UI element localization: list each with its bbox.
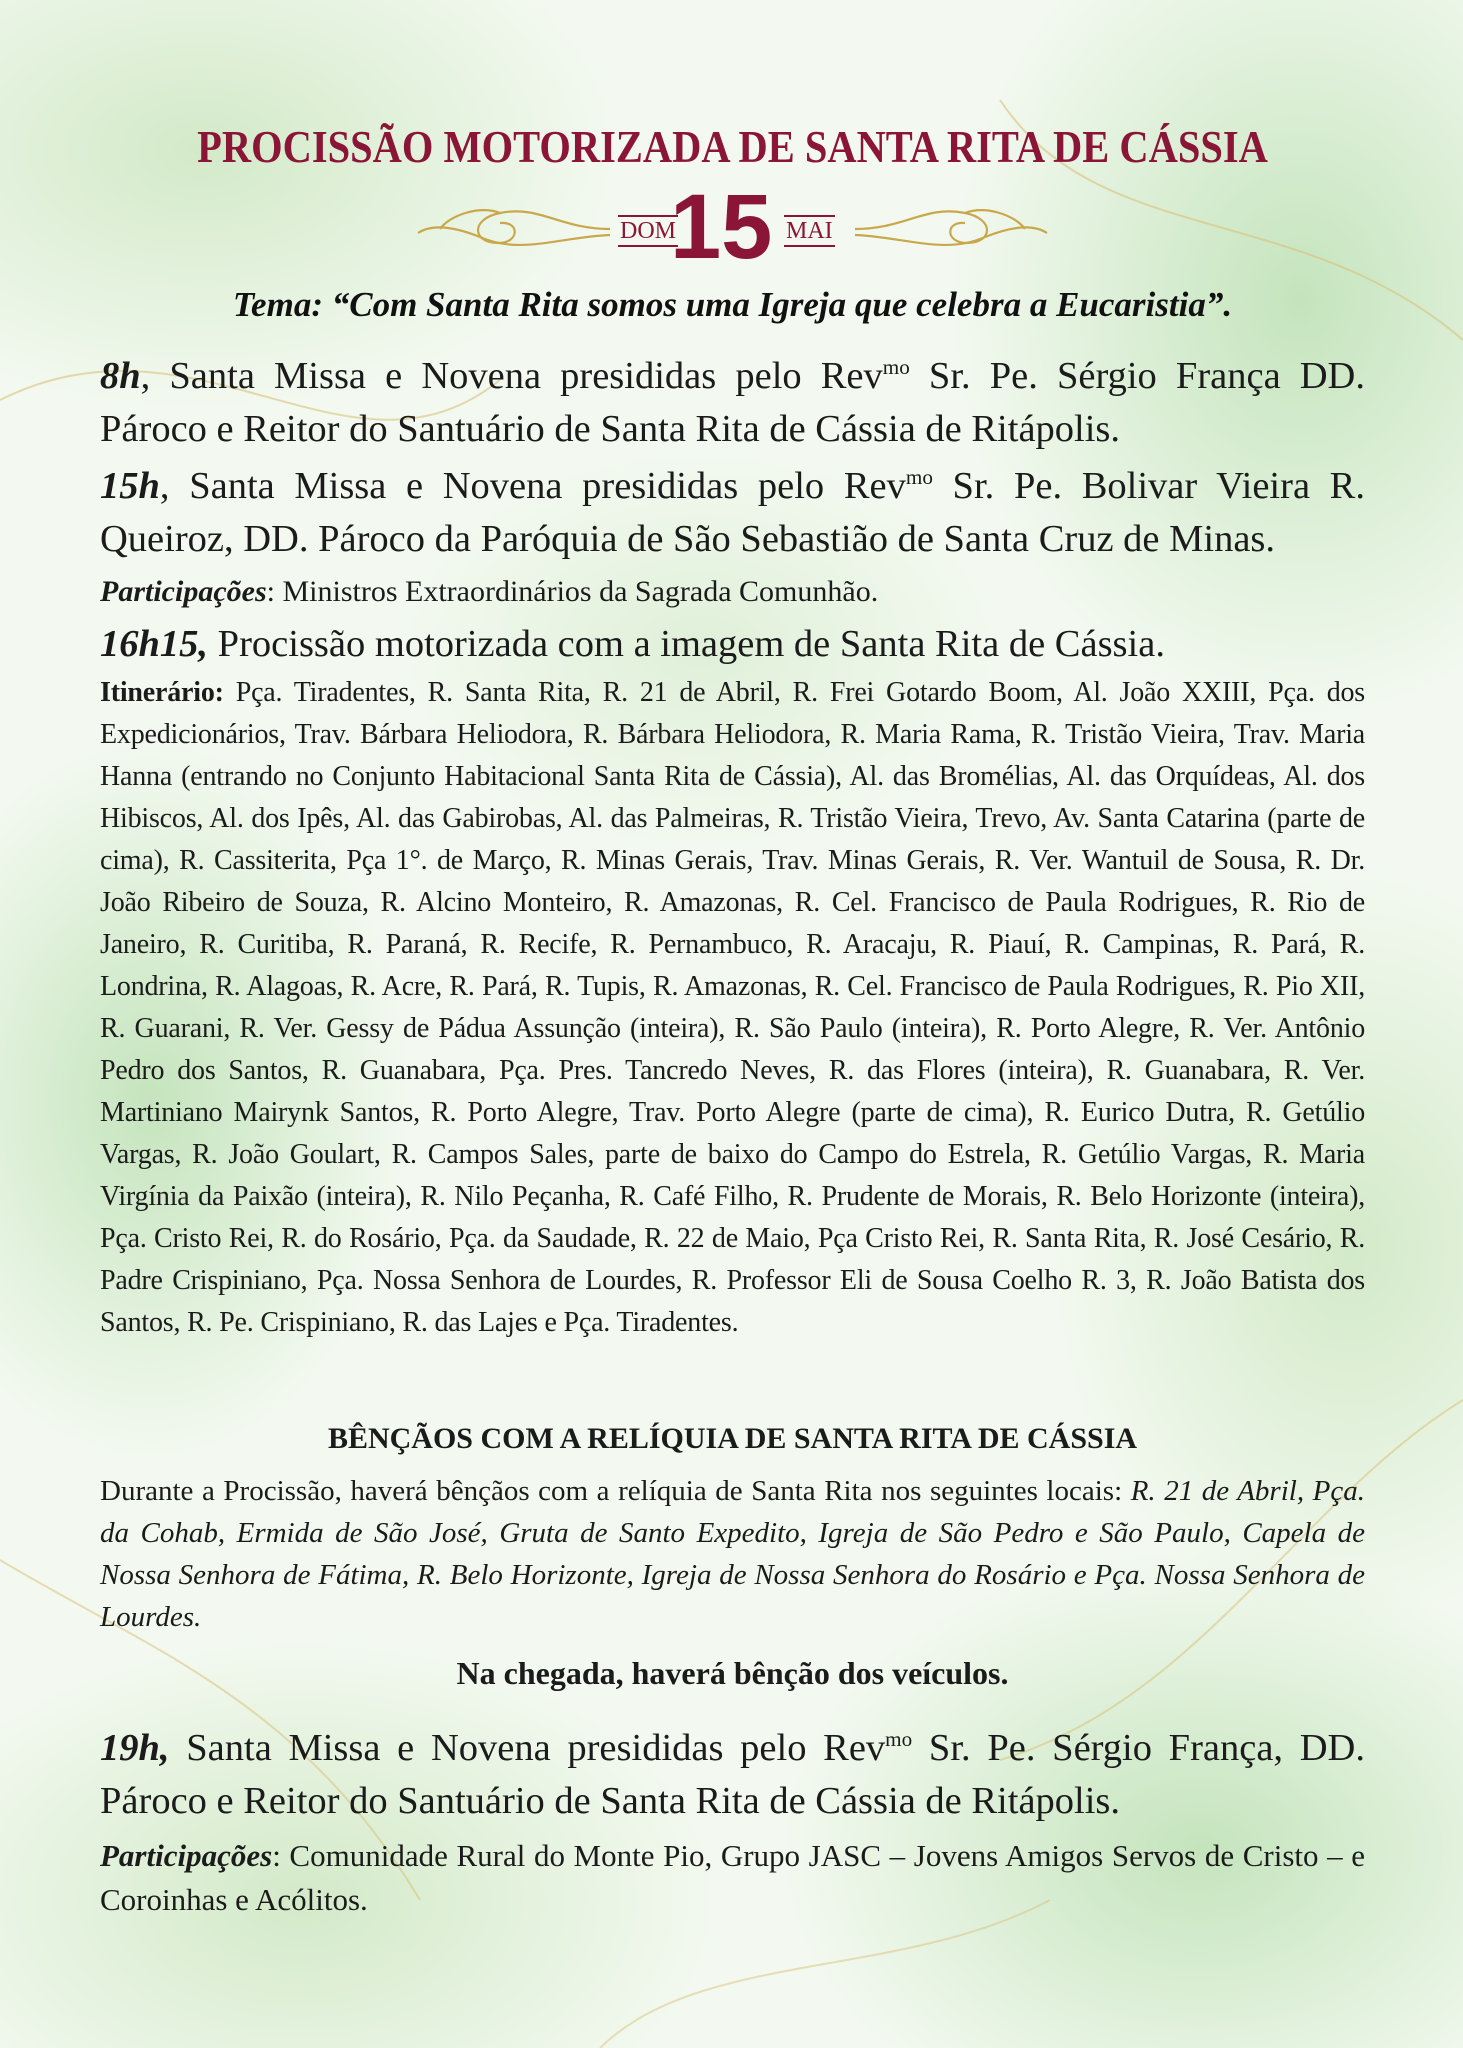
time-16h15: 16h15, <box>100 623 209 665</box>
sup-15h: mo <box>905 465 933 490</box>
itinerary-text: Pça. Tiradentes, R. Santa Rita, R. 21 de Abril, R. Frei Gotardo Boom, Al. João XXIII, Pça. dos Expedicionários, Trav. Bárbara Heliodora, R. Bárbara Heliodora, R. Maria Rama, R. Tristão Vieira, Trav. Maria Hanna (entrando no Conjunto Habitacional Santa Rita de Cássia), Al. das Bromélias, Al. das Orquídeas, Al. dos Hibiscos, Al. dos Ipês, Al. das Gabirobas, Al. das Palmeiras, R. Tristão Vieira, Trevo, Av. Santa Catarina (parte de cima), R. Cassiterita, Pça 1°. de Março, R. Minas Gerais, Trav. Minas Gerais, R. Ver. Wantuil de Sousa, R. Dr. João Ribeiro de Souza, R. Alcino Monteiro, R. Amazonas, R. Cel. Francisco de Paula Rodrigues, R. Rio de Janeiro, R. Curitiba, R. Paraná, R. Recife, R. Pernambuco, R. Aracaju, R. Piauí, R. Campinas, R. Pará, R. Londrina, R. Alagoas, R. Acre, R. Pará, R. Tupis, R. Amazonas, R. Cel. Francisco de Paula Rodrigues, R. Pio XII, R. Guarani, R. Ver. Gessy de Pádua Assunção (inteira), R. São Paulo (inteira), R. Porto Alegre, R. Ver. Antônio Pedro dos Santos, R. Guanabara, Pça. Pres. Tancredo Neves, R. das Flores (inteira), R. Guanabara, R. Ver. Martiniano Mairynk Santos, R. Porto Alegre, Trav. Porto Alegre (parte de cima), R. Eurico Dutra, R. Getúlio Vargas, R. João Goulart, R. Campos Sales, parte de baixo do Campo do Estrela, R. Getúlio Vargas, R. Maria Virgínia da Paixão (inteira), R. Nilo Peçanha, R. Café Filho, R. Prudente de Morais, R. Belo Horizonte (inteira), Pça. Cristo Rei, R. do Rosário, Pça. da Saudade, R. 22 de Maio, Pça Cristo Rei, R. Santa Rita, R. José Cesário, R. Padre Crispiniano, Pça. Nossa Senhora de Lourdes, R. Professor Eli de Sousa Coelho R. 3, R. João Batista dos Santos, R. Pe. Crispiniano, R. das Lajes e Pça. Tiradentes. <box>100 677 1365 1338</box>
text-15h-a: , Santa Missa e Novena presididas pelo Rev <box>159 465 906 507</box>
blessings-paragraph <box>100 1470 1365 1638</box>
participations-2 <box>100 1834 1365 1922</box>
participations-1-label: Participações <box>100 575 267 608</box>
schedule-16h15 <box>100 618 1365 671</box>
itinerary <box>100 672 1365 1344</box>
arrival-note: Na chegada, haverá bênção dos veículos. <box>456 1655 1009 1691</box>
theme-line: Tema: “Com Santa Rita somos uma Igreja que celebra a Eucaristia”. <box>232 285 1233 324</box>
time-15h: 15h <box>100 465 160 507</box>
itinerary-label: Itinerário: <box>100 677 224 708</box>
schedule-8h <box>100 350 1365 456</box>
text-19h-b: Sr. Pe. Sérgio França, DD. Pároco e Reitor do Santuário de Santa Rita de Cássia de Ritápolis. <box>100 1727 1365 1822</box>
sup-8h: mo <box>882 355 910 380</box>
participations-2-label: Participações <box>100 1838 273 1873</box>
time-19h: 19h, <box>100 1727 170 1769</box>
time-8h: 8h <box>100 355 141 397</box>
text-16h15: Procissão motorizada com a imagem de Santa Rita de Cássia. <box>208 623 1165 665</box>
participations-1-text: : Ministros Extraordinários da Sagrada Comunhão. <box>266 575 879 608</box>
day-number: 15 <box>670 176 773 278</box>
blessings-locations: R. 21 de Abril, Pça. da Cohab, Ermida de São José, Gruta de Santo Expedito, Igreja de São Pedro e São Paulo, Capela de Nossa Senhora de Fátima, R. Belo Horizonte, Igreja de Nossa Senhora do Rosário e Pça. Nossa Senhora de Lourdes. <box>100 1475 1365 1633</box>
date-banner <box>100 176 1365 278</box>
blessings-heading: BÊNÇÃOS COM A RELÍQUIA DE SANTA RITA DE CÁSSIA <box>327 1422 1138 1455</box>
schedule-15h <box>100 460 1365 566</box>
participations-2-text: : Comunidade Rural do Monte Pio, Grupo JASC – Jovens Amigos Servos de Cristo – e Coroinhas e Acólitos. <box>100 1838 1365 1917</box>
text-19h-a: Santa Missa e Novena presididas pelo Rev <box>169 1727 886 1769</box>
schedule-19h <box>100 1722 1365 1828</box>
blessings-intro: Durante a Procissão, haverá bênçãos com a relíquia de Santa Rita nos seguintes locais: <box>100 1475 1131 1507</box>
participations-1 <box>100 573 1365 611</box>
text-15h-b: Sr. Pe. Bolivar Vieira R. Queiroz, DD. Pároco da Paróquia de São Sebastião de Santa Cruz de Minas. <box>100 465 1365 560</box>
sup-19h: mo <box>885 1727 913 1752</box>
text-8h-b: Sr. Pe. Sérgio França DD. Pároco e Reitor do Santuário de Santa Rita de Cássia de Ritápolis. <box>100 355 1365 450</box>
month-label: MAI <box>784 215 835 247</box>
document-title: PROCISSÃO MOTORIZADA DE SANTA RITA DE CÁSSIA <box>197 121 1268 172</box>
text-8h-a: , Santa Missa e Novena presididas pelo Rev <box>140 355 883 397</box>
weekday-label: DOM <box>618 215 678 247</box>
